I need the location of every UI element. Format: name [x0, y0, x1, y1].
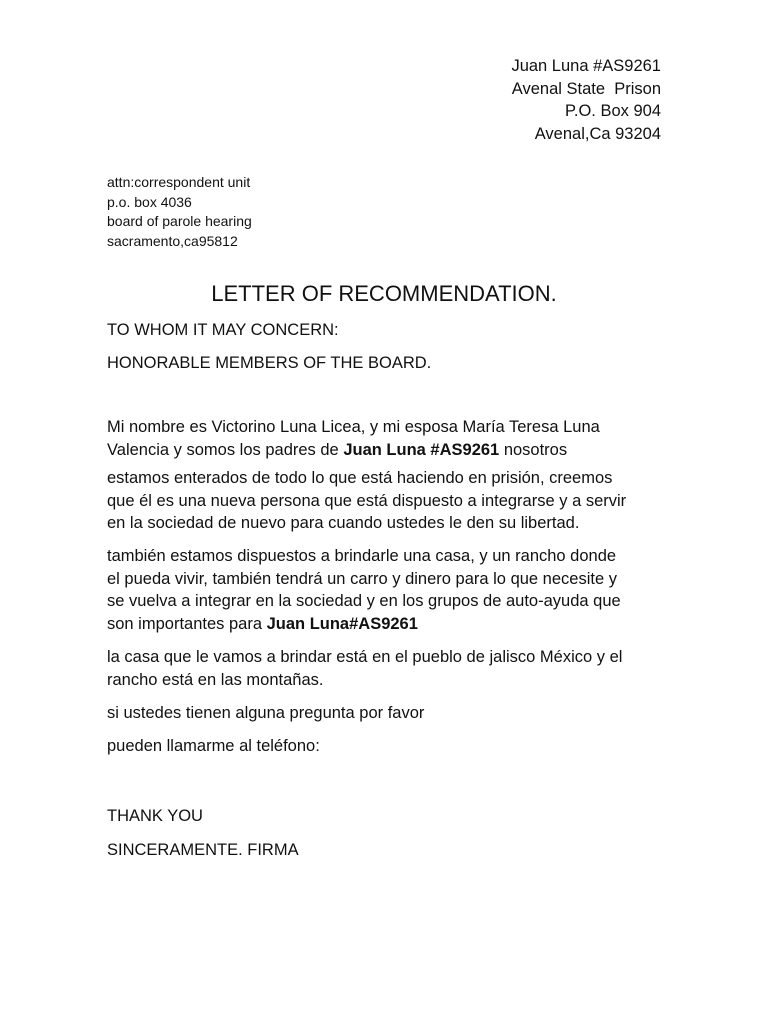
paragraph-location: [107, 646, 667, 691]
paragraph-1-line-2: [107, 439, 667, 462]
paragraph-awareness: [107, 467, 667, 535]
paragraph-support: [107, 545, 667, 635]
paragraph-1-line-2-end: nosotros: [499, 440, 568, 459]
paragraph-3-line-3: se vuelva a integrar en la sociedad y en los grupos de auto-ayuda que: [107, 592, 621, 610]
sender-institution: Avenal State Prison: [511, 79, 661, 98]
paragraph-1-line-1: Mi nombre es Victorino Luna Licea, y mi esposa María Teresa Luna: [107, 418, 600, 436]
paragraph-3-line-4-start: son importantes para: [107, 614, 267, 633]
paragraph-4-line-1: la casa que le vamos a brindar está en el pueblo de jalisco México y el: [107, 648, 623, 666]
sender-po-box: P.O. Box 904: [564, 102, 661, 120]
paragraph-questions: si ustedes tienen alguna pregunta por favor: [107, 704, 425, 722]
paragraph-introduction: [107, 416, 667, 461]
inmate-name-bold-2: Juan Luna#AS9261: [266, 614, 418, 633]
sender-city: Avenal,Ca 93204: [534, 124, 661, 143]
paragraph-3-line-1: también estamos dispuestos a brindarle una casa, y un rancho donde: [107, 547, 617, 565]
recipient-city: sacramento,ca95812: [107, 232, 238, 249]
paragraph-phone: pueden llamarme al teléfono:: [107, 737, 320, 755]
paragraph-2-line-1: estamos enterados de todo lo que está haciendo en prisión, creemos: [107, 469, 613, 487]
paragraph-4-line-2: rancho está en las montañas.: [107, 670, 324, 689]
recipient-board: board of parole hearing: [107, 213, 252, 229]
paragraph-2-line-3: en la sociedad de nuevo para cuando ustedes le den su libertad.: [107, 514, 580, 532]
paragraph-1-line-2-start: Valencia y somos los padres de: [107, 440, 344, 459]
closing-thank-you: THANK YOU: [107, 807, 203, 825]
paragraph-3-line-2: el pueda vivir, también tendrá un carro y dinero para lo que necesite y: [107, 569, 617, 588]
inmate-name-bold: Juan Luna #AS9261: [343, 440, 500, 459]
recipient-address-block: [107, 173, 252, 251]
closing-signature: SINCERAMENTE. FIRMA: [107, 841, 299, 859]
sender-address-block: [511, 55, 661, 145]
salutation-board: HONORABLE MEMBERS OF THE BOARD.: [107, 354, 432, 372]
recipient-po-box: p.o. box 4036: [107, 193, 192, 210]
paragraph-2-line-2: que él es una nueva persona que está dispuesto a integrarse y a servir: [107, 491, 627, 510]
letter-title: LETTER OF RECOMMENDATION.: [211, 281, 557, 306]
paragraph-3-line-4: [107, 613, 667, 636]
salutation-concern: TO WHOM IT MAY CONCERN:: [107, 321, 339, 339]
sender-name: Juan Luna #AS9261: [511, 57, 661, 75]
recipient-attn: attn:correspondent unit: [107, 174, 251, 190]
